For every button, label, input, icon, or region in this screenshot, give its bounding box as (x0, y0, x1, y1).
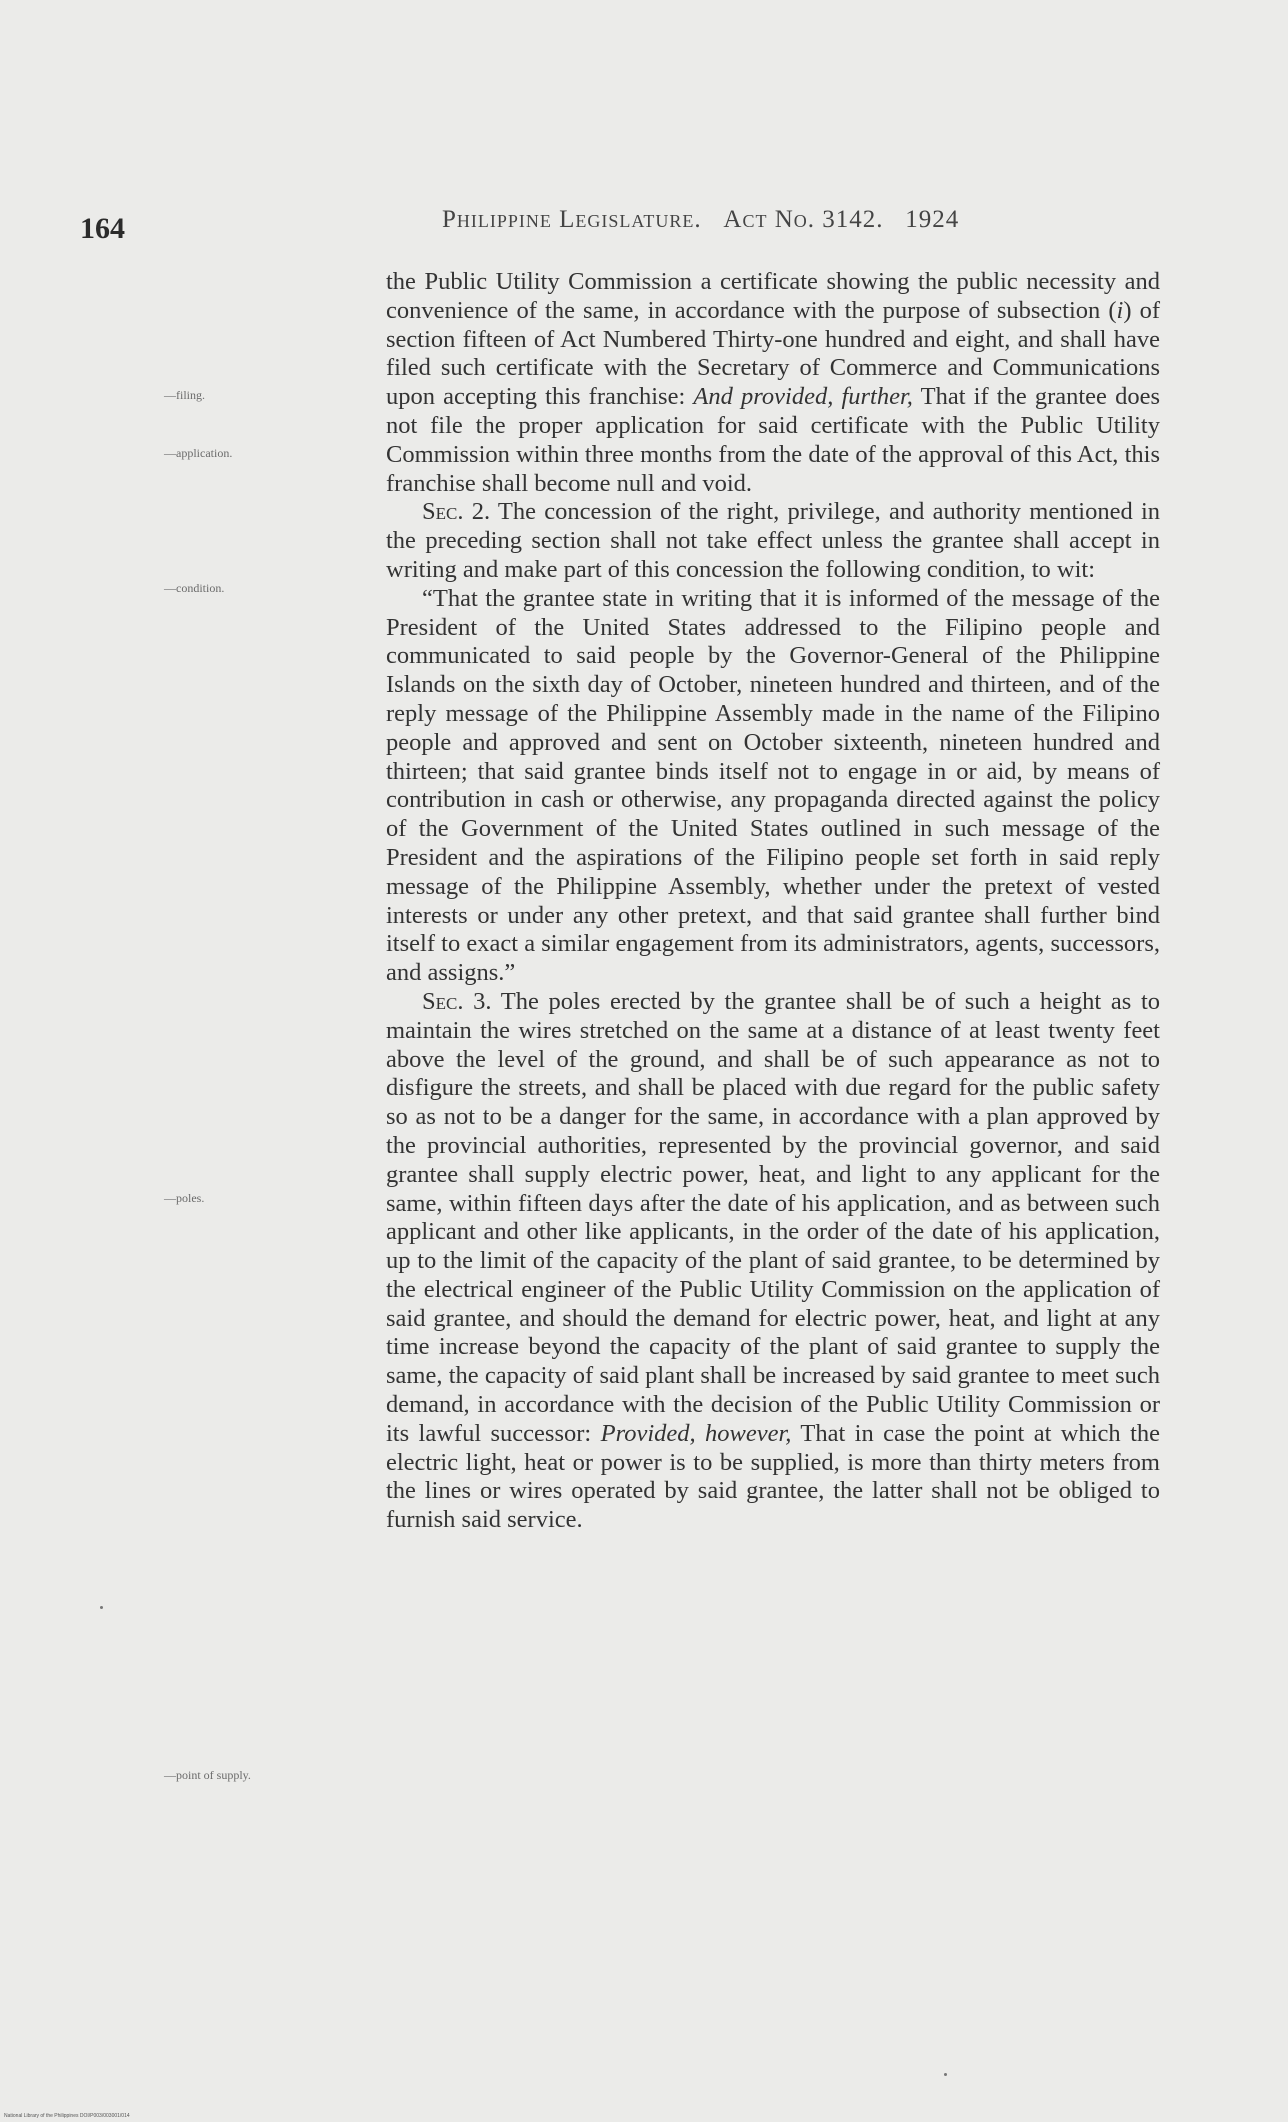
quoted-condition: “That the grantee state in writing that it is informed of the message of the President of the United States addressed to the Filipino people and communicated to said people by the Governor-General of the Philippine Islands on the sixth day of October, nineteen hundred and thirteen, and of the reply message of the Philippine Assembly made in the name of the Filipino people and approved and sent on October sixteenth, nineteen hundred and thirteen; that said grantee binds itself not to engage in or aid, by means of contribution in cash or otherwise, any propaganda directed against the policy of the Government of the United States outlined in such message of the President and the aspirations of the Filipino people set forth in said reply message of the Philippine Assembly, whether under the pretext of vested interests or under any other pretext, and that said grantee shall further bind itself to exact a similar engagement from its administrators, agents, successors, and assigns.” (386, 584, 1160, 987)
margin-note-condition: —condition. (164, 581, 225, 595)
section-3-label: Sec. 3. (422, 987, 492, 1015)
proviso-italic: And provided, further, (693, 383, 913, 411)
publication-title: Philippine Legislature. (442, 206, 702, 233)
paragraph-continuation: the Public Utility Commission a certificate showing the public necessity and convenience of the same, in accordance with the purpose of subsection (i) of section fifteen of Act Numbered Thirty-one hundred and eight, and shall have filed such certificate with the Secretary of Commerce and Communications upon accepting this franchise: And provided, further, That if the grantee does not file the proper application for said certificate with the Public Utility Commission within three months from the date of the approval of this Act, this franchise shall become null and void. (386, 268, 1160, 497)
section-3: Sec. 3. The poles erected by the grantee shall be of such a height as to maintain the wires stretched on the same at a distance of at least twenty feet above the level of the ground, and shall be of such appearance as not to disfigure the streets, and shall be placed with due regard for the public safety so as not to be a danger for the same, in accordance with a plan approved by the provincial authorities, represented by the provincial governor, and said grantee shall supply electric power, heat, and light to any applicant for the same, within fifteen days after the date of his application, and as between such applicant and other like applicants, in the order of the date of his application, up to the limit of the capacity of the plant of said grantee, to be determined by the electrical engineer of the Public Utility Commission on the application of said grantee, and should the demand for electric power, heat, and light at any time increase beyond the capacity of the plant of said grantee to supply the same, the capacity of said plant shall be increased by said grantee to meet such demand, in accordance with the decision of the Public Utility Commission or its lawful successor: Provided, however, That in case the point at which the electric light, heat or power is to be supplied, is more than thirty meters from the lines or wires operated by said grantee, the latter shall not be obliged to furnish said service. (386, 987, 1161, 1534)
section-2: Sec. 2. The concession of the right, privilege, and authority mentioned in the preceding section shall not take effect unless the grantee shall accept in writing and make part of this concession the following condition, to wit: (386, 498, 1160, 583)
margin-note-point-of-supply: —point of supply. (164, 1768, 251, 1782)
body-text (386, 268, 1160, 1535)
act-number: Act No. 3142. (723, 206, 884, 233)
margin-note-poles: —poles. (164, 1191, 205, 1205)
proviso-italic: Provided, however, (600, 1419, 792, 1447)
page-number: 164 (80, 212, 125, 245)
margin-note-filing: —filing. (164, 388, 205, 402)
scan-speck (944, 2073, 947, 2076)
running-head (442, 206, 1142, 234)
year: 1924 (905, 206, 960, 233)
margin-note-application: —application. (164, 446, 233, 460)
section-2-label: Sec. 2. (422, 498, 491, 526)
scan-speck (100, 1606, 103, 1609)
scan-footer: National Library of the Philippines DOI/P003/003001/014 (4, 2113, 130, 2119)
